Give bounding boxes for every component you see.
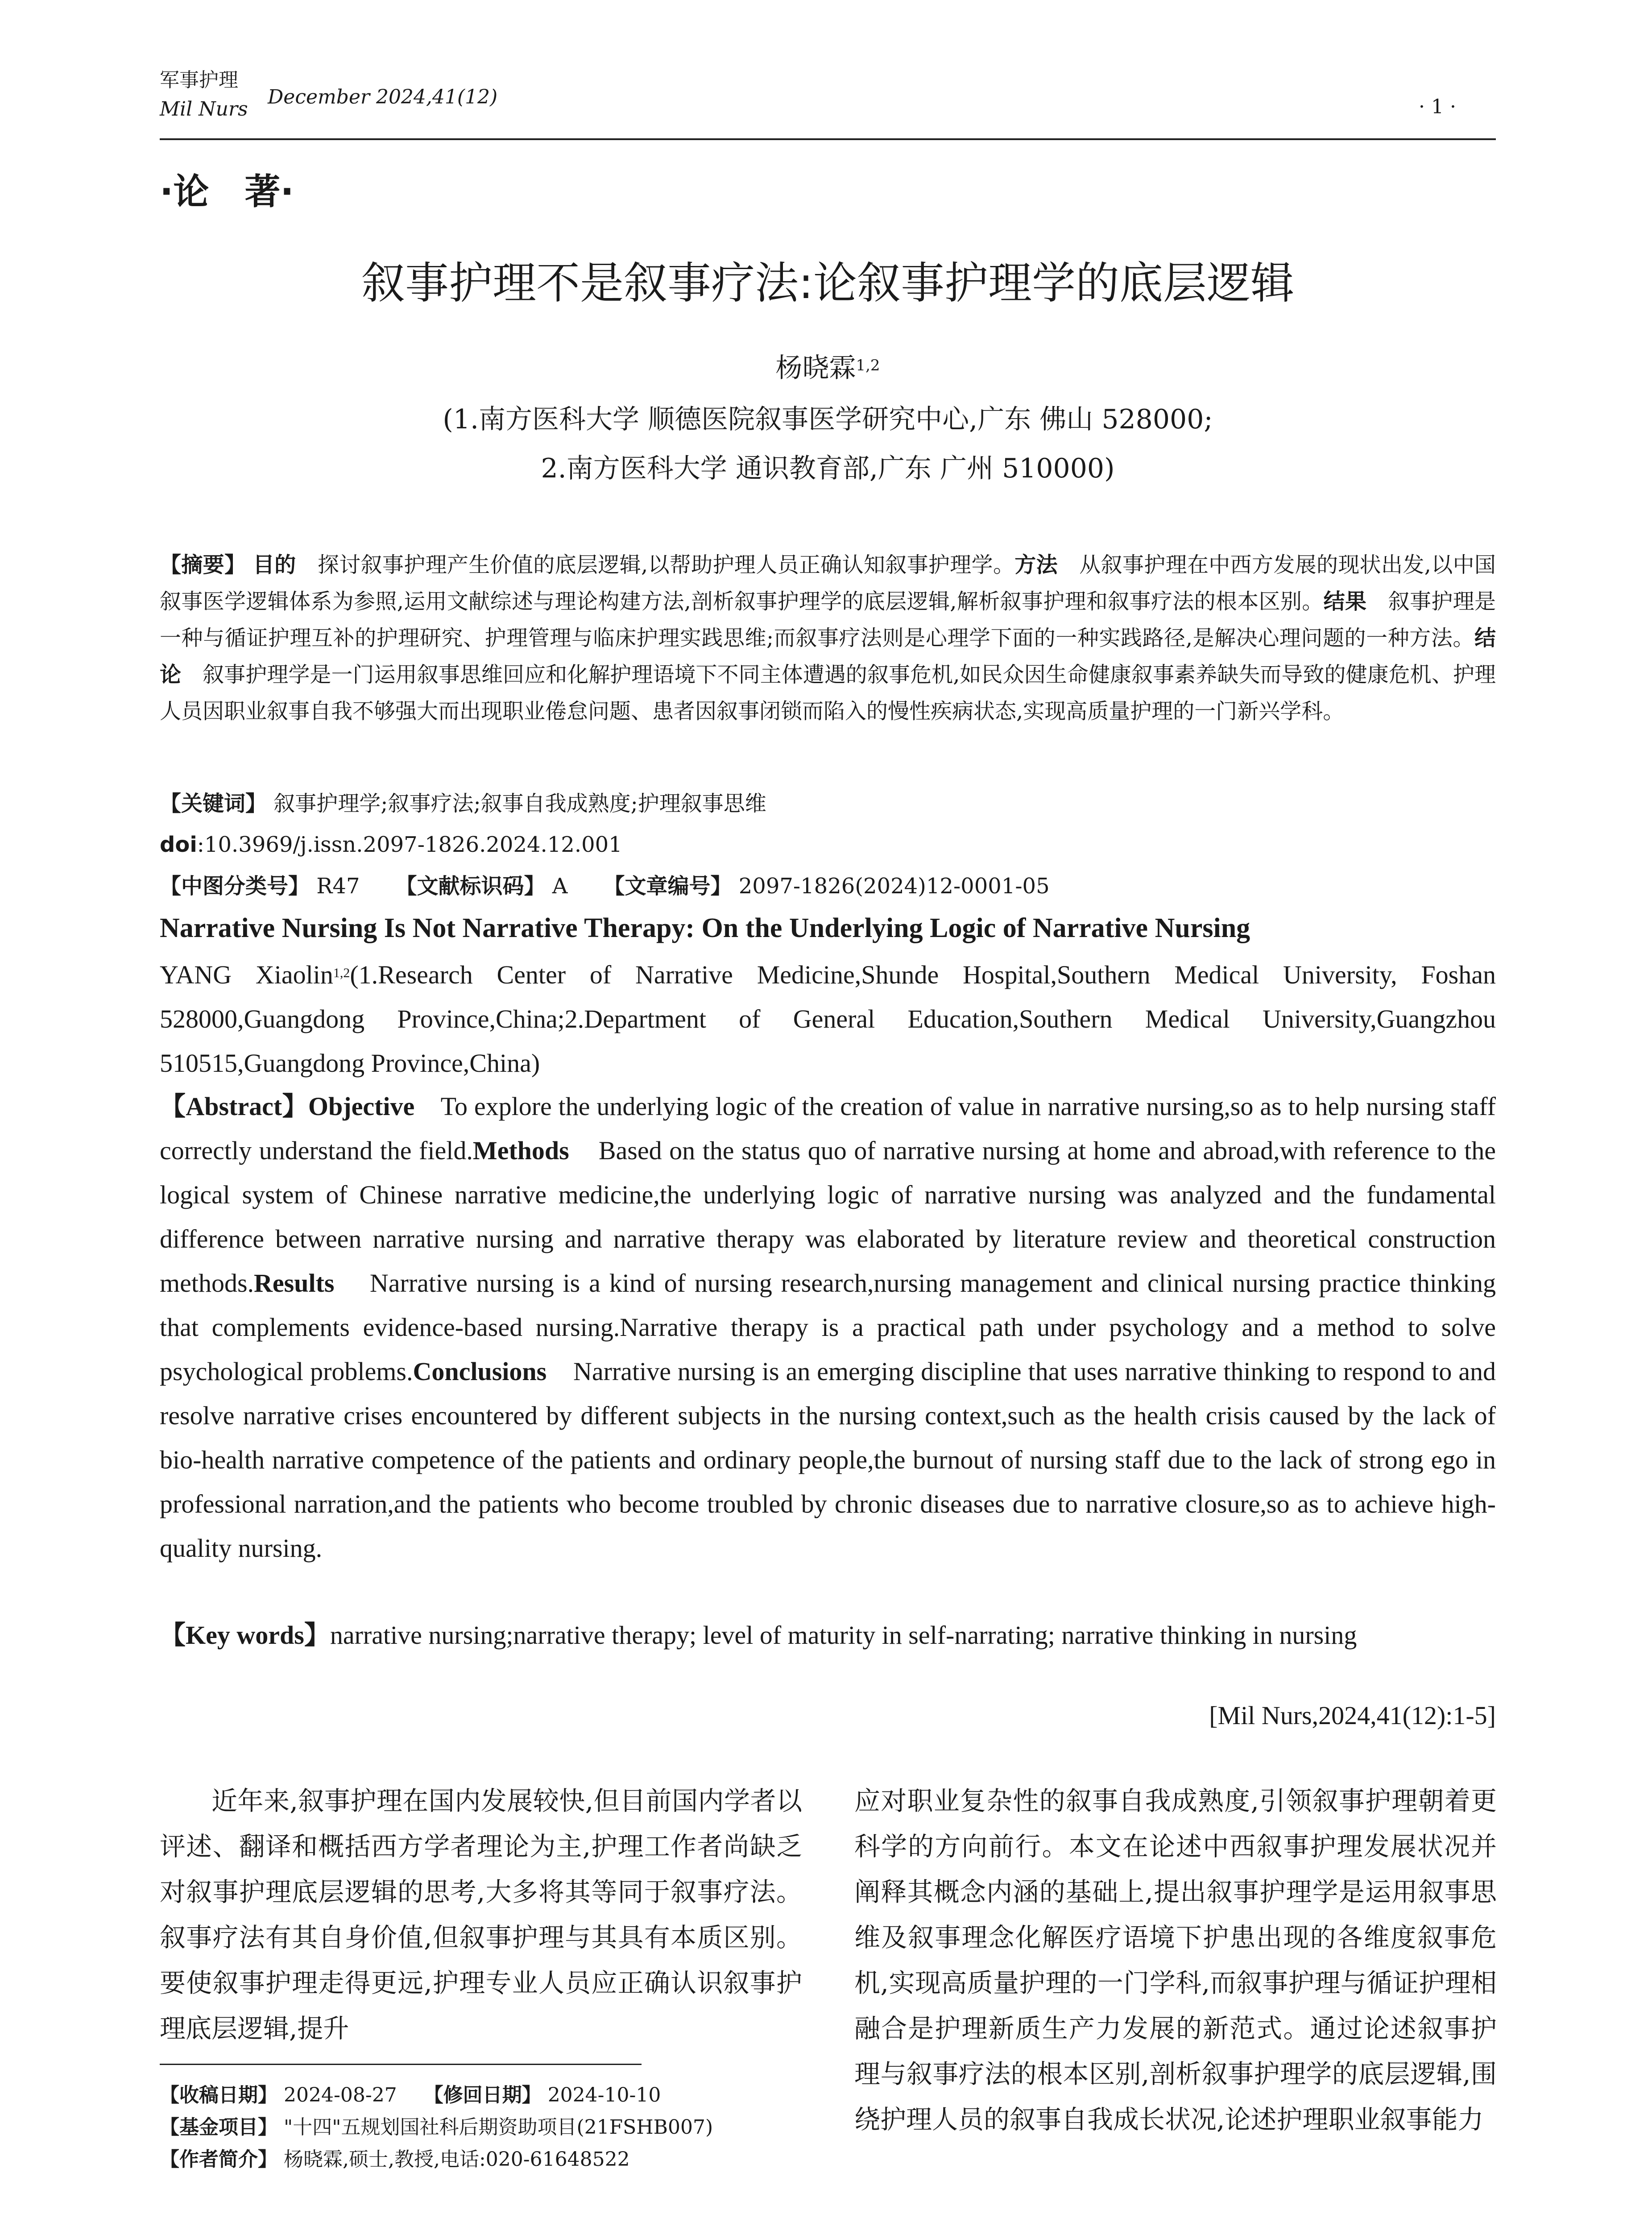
citation: [Mil Nurs,2024,41(12):1-5] — [1209, 1701, 1496, 1730]
footnote-rule — [160, 2064, 642, 2065]
en-conclusions-text: Narrative nursing is an emerging discipline that uses narrative thinking to respond to and resolve narrative crises encountered by different subjects in the nursing context,such as the health crisis caused by the lack of bio-health narrative competence of the patients and ordinary people,the burnout of nursing staff due to the lack of strong ego in professional narration,and the patients who become troubled by chronic diseases due to narrative closure,so as to achieve high-quality nursing. — [160, 1357, 1496, 1563]
english-abstract — [160, 1084, 1496, 1570]
conclusions-text: 叙事护理学是一门运用叙事思维回应和化解护理语境下不同主体遭遇的叙事危机,如民众因生命健康叙事素养缺失而导致的健康危机、护理人员因职业叙事自我不够强大而出现职业倦怠问题、患者因叙事闭锁而陷入的慢性疾病状态,实现高质量护理的一门新兴学科。 — [160, 662, 1496, 724]
objective-label: 目的 — [253, 552, 296, 577]
en-abstract-label: 【Abstract】 — [160, 1092, 308, 1121]
results-text: 叙事护理是一种与循证护理互补的护理研究、护理管理与临床护理实践思维;而叙事疗法则是心理学下面的一种实践路径,是解决心理问题的一种方法。 — [160, 589, 1496, 651]
english-author-name: YANG Xiaolin — [160, 960, 333, 989]
keywords-label: 【关键词】 — [160, 791, 267, 816]
section-label: ·论 著· — [160, 171, 294, 212]
en-objective-label: Objective — [308, 1092, 415, 1121]
methods-label: 方法 — [1014, 552, 1058, 577]
footnote-bio — [160, 2146, 802, 2173]
en-methods-text: Based on the status quo of narrative nursing at home and abroad,with reference to the logical system of Chinese narrative medicine,the underlying logic of narrative nursing was analyzed and the fundamental difference between narrative nursing and narrative therapy was elaborated by literature review and theoretical construction methods. — [160, 1136, 1496, 1298]
article-title: 叙事护理不是叙事疗法:论叙事护理学的底层逻辑 — [361, 258, 1295, 309]
doi-line — [160, 826, 1496, 863]
footnote-dates — [160, 2082, 802, 2109]
bio-label: 【作者简介】 — [160, 2148, 277, 2171]
abstract-cn — [160, 547, 1496, 730]
article-no-label: 【文章编号】 — [603, 874, 732, 899]
journal-name-cn: 军事护理 — [160, 69, 238, 91]
revised-label: 【修回日期】 — [423, 2084, 542, 2107]
classification-line — [160, 868, 1496, 904]
doc-code-label: 【文献标识码】 — [395, 874, 546, 899]
en-keywords-label: 【Key words】 — [160, 1621, 330, 1650]
journal-name-en: Mil Nurs — [160, 98, 248, 120]
english-author-sup: 1,2 — [333, 966, 350, 980]
en-methods-label: Methods — [472, 1136, 569, 1165]
conclusions-label: 结论 — [160, 626, 1496, 687]
methods-text: 从叙事护理在中西方发展的现状出发,以中国叙事医学逻辑体系为参照,运用文献综述与理论构建方法,剖析叙事护理学的底层逻辑,解析叙事护理和叙事疗法的根本区别。 — [160, 552, 1496, 614]
received-date: 2024-08-27 — [284, 2084, 397, 2107]
en-results-text: Narrative nursing is a kind of nursing research,nursing management and clinical nursing practice thinking that complements evidence-based nursing.Narrative therapy is a practical path under psychology and a method to solve psychological problems. — [160, 1269, 1496, 1386]
author-name: 杨晓霖 — [775, 352, 856, 384]
keywords-cn — [160, 785, 1496, 822]
body-column-right: 应对职业复杂性的叙事自我成熟度,引领叙事护理朝着更科学的方向前行。本文在论述中西叙事护理发展状况并阐释其概念内涵的基础上,提出叙事护理学是运用叙事思维及叙事理念化解医疗语境下护患出现的各维度叙事危机,实现高质量护理的一门学科,而叙事护理与循证护理相融合是护理新质生产力发展的新范式。通过论述叙事护理与叙事疗法的根本区别,剖析叙事护理学的底层逻辑,围绕护理人员的叙事自我成长状况,论述护理职业叙事能力 — [854, 1786, 1497, 2135]
english-title: Narrative Nursing Is Not Narrative Therapy: On the Underlying Logic of Narrative Nursing — [160, 913, 1250, 943]
page-number: · 1 · — [1419, 95, 1456, 118]
en-objective-text: To explore the underlying logic of the creation of value in narrative nursing,so as to help nursing staff correctly understand the field. — [160, 1092, 1496, 1165]
en-keywords-text: narrative nursing;narrative therapy; level of maturity in self-narrating; narrative thinking in nursing — [330, 1621, 1357, 1650]
english-affiliation: (1.Research Center of Narrative Medicine,Shunde Hospital,Southern Medical University, Foshan 528000,Guangdong Province,China;2.Department of General Education,Southern Medical University,Guangzhou 510515,Guangdong Province,China) — [160, 960, 1496, 1078]
doi-label: doi — [160, 832, 197, 857]
doc-code-value: A — [552, 874, 568, 899]
objective-text: 探讨叙事护理产生价值的底层逻辑,以帮助护理人员正确认知叙事护理学。 — [317, 552, 1015, 577]
english-author-affiliation — [160, 953, 1496, 1085]
english-keywords — [160, 1613, 1496, 1657]
received-label: 【收稿日期】 — [160, 2084, 277, 2107]
abstract-label: 【摘要】 — [160, 552, 246, 577]
results-label: 结果 — [1323, 589, 1367, 614]
body-column-left: 近年来,叙事护理在国内发展较快,但目前国内学者以评述、翻译和概括西方学者理论为主,护理工作者尚缺乏对叙事护理底层逻辑的思考,大多将其等同于叙事疗法。叙事疗法有其自身价值,但叙事护理与其具有本质区别。要使叙事护理走得更远,护理专业人员应正确认识叙事护理底层逻辑,提升 — [160, 1786, 803, 2044]
doi-value: :10.3969/j.issn.2097-1826.2024.12.001 — [197, 832, 622, 857]
clc-value: R47 — [316, 874, 360, 899]
fund-label: 【基金项目】 — [160, 2116, 277, 2139]
article-no-value: 2097-1826(2024)12-0001-05 — [738, 874, 1050, 899]
bio-text: 杨晓霖,硕士,教授,电话:020-61648522 — [284, 2148, 630, 2171]
author-affil-sup: 1,2 — [856, 357, 880, 374]
header-rule — [160, 138, 1496, 140]
en-conclusions-label: Conclusions — [413, 1357, 547, 1386]
affiliation-2: 2.南方医科大学 通识教育部,广东 广州 510000) — [541, 453, 1115, 484]
keywords-text: 叙事护理学;叙事疗法;叙事自我成熟度;护理叙事思维 — [273, 791, 766, 816]
fund-text: "十四"五规划国社科后期资助项目(21FSHB007) — [284, 2116, 713, 2139]
issue-date: December 2024,41(12) — [268, 86, 498, 108]
en-results-label: Results — [254, 1269, 335, 1298]
revised-date: 2024-10-10 — [547, 2084, 661, 2107]
clc-label: 【中图分类号】 — [160, 874, 310, 899]
affiliation-1: (1.南方医科大学 顺德医院叙事医学研究中心,广东 佛山 528000; — [443, 404, 1213, 435]
author-cn — [160, 350, 1496, 386]
footnote-fund — [160, 2114, 802, 2141]
